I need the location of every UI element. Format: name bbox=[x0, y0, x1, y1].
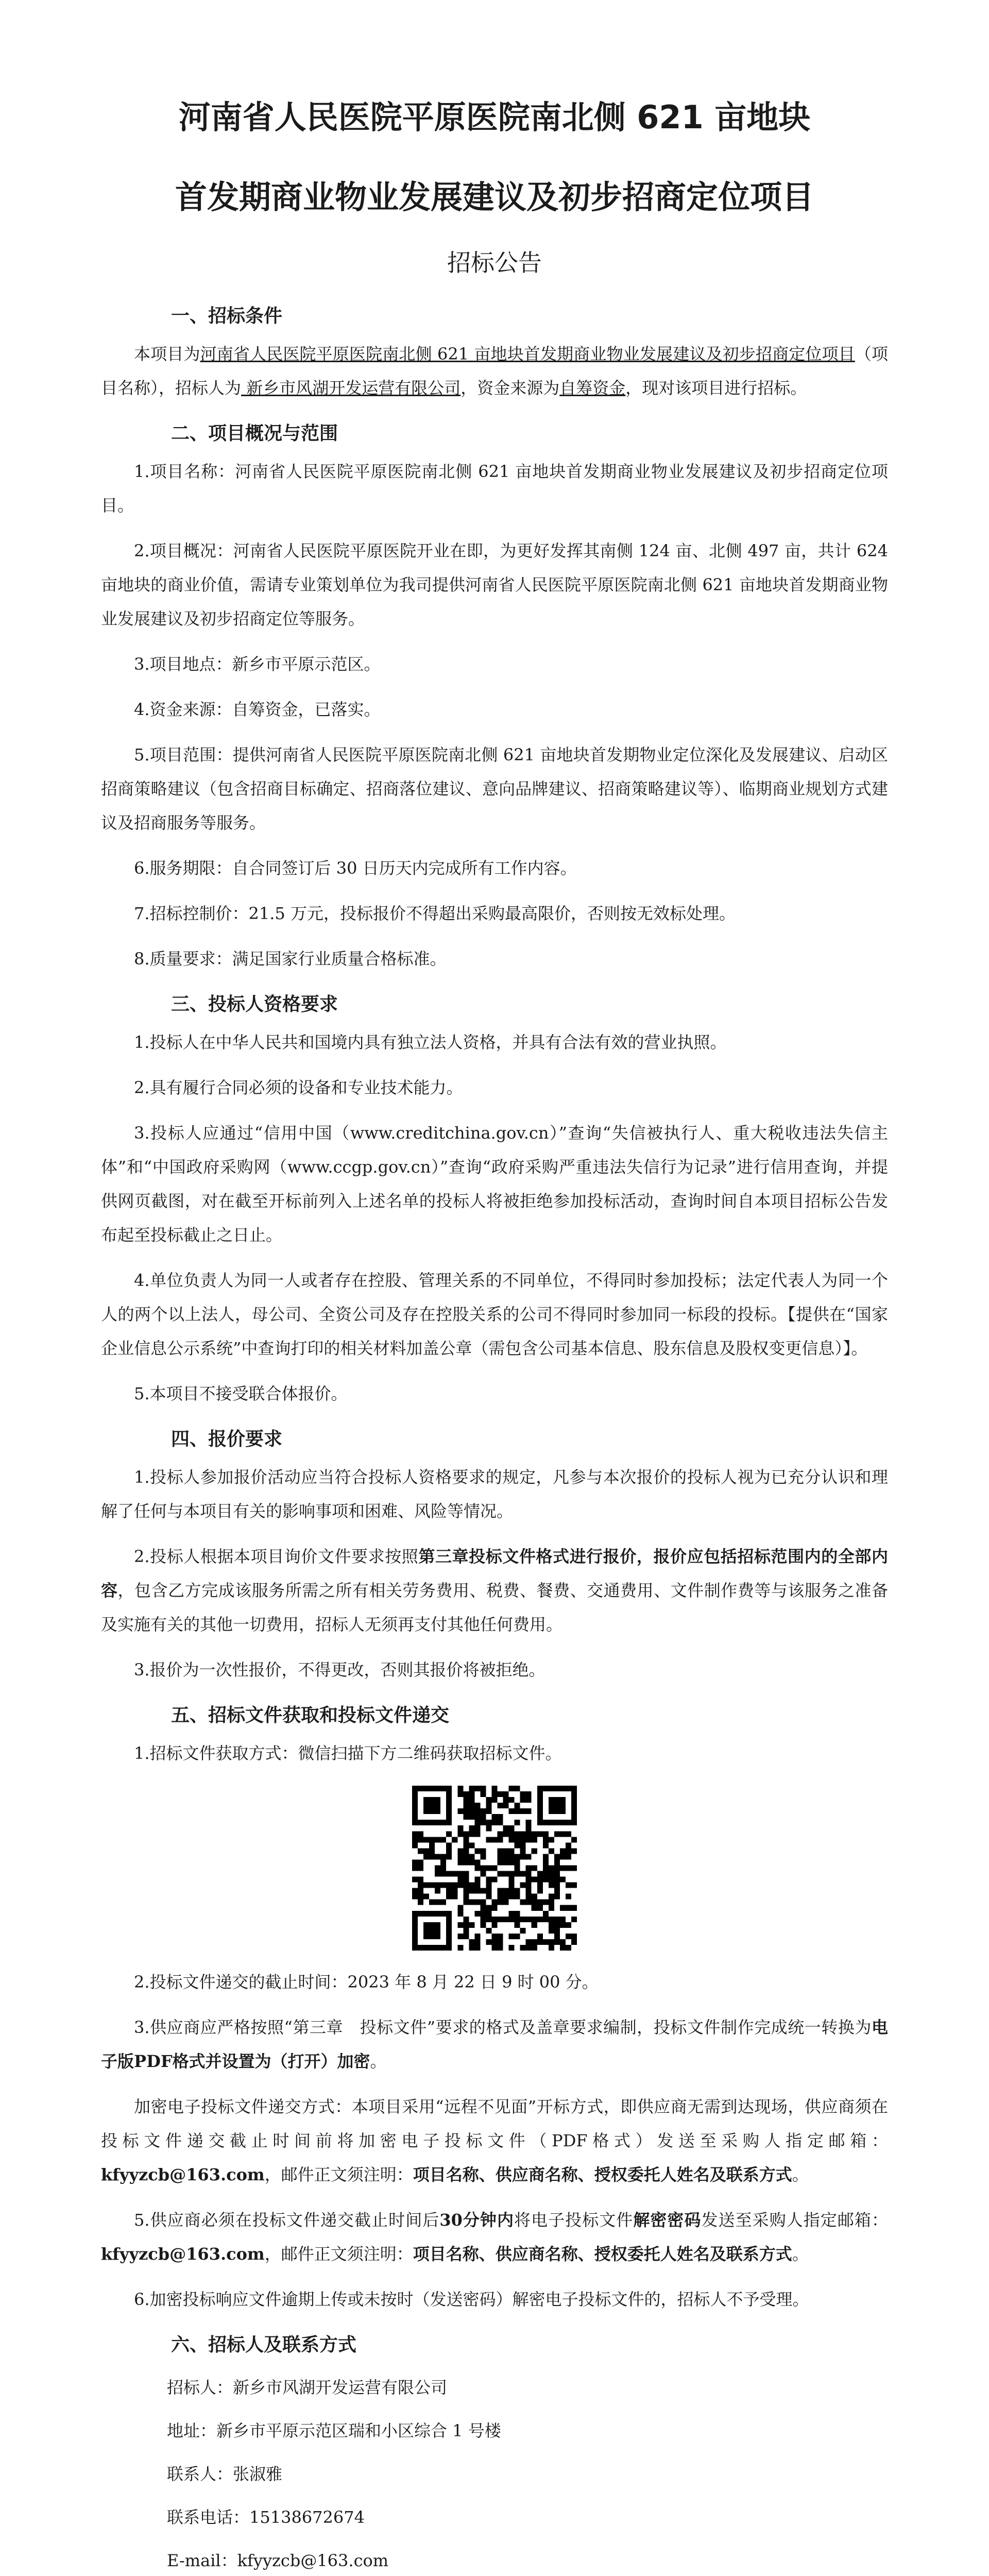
emphasis: 解密密码 bbox=[633, 2210, 702, 2230]
qualification-item-2: 2.具有履行合同必须的设备和专业技术能力。 bbox=[134, 1078, 463, 1097]
project-name: 河南省人民医院平原医院南北侧 621 亩地块首发期商业物业发展建议及初步招商定位项目 bbox=[200, 344, 855, 364]
qualification-item-1: 1.投标人在中华人民共和国境内具有独立法人资格，并具有合法有效的营业执照。 bbox=[134, 1032, 727, 1052]
text: ，现对该项目进行招标。 bbox=[625, 378, 807, 398]
text: 3.供应商应严格按照“第三章 投标文件”要求的格式及盖章要求编制，投标文件制作完成统一转换为 bbox=[134, 2018, 872, 2037]
quotation-item-2 bbox=[101, 1539, 888, 1641]
emphasis: 第三章投标文件格式进行报价，报价应包括招标范围内的全部内容 bbox=[101, 1547, 888, 1600]
email-address[interactable]: kfyyzcb@163.com bbox=[101, 2165, 265, 2184]
text: 发送至采购人指定邮箱： bbox=[701, 2210, 888, 2230]
qr-code-icon[interactable] bbox=[412, 1786, 577, 1951]
emphasis: 项目名称、供应商名称、授权委托人姓名及联系方式 bbox=[413, 2244, 792, 2264]
emphasis: 项目名称、供应商名称、授权委托人姓名及联系方式 bbox=[413, 2165, 792, 2184]
overview-item-1: 1.项目名称：河南省人民医院平原医院南北侧 621 亩地块首发期商业物业发展建议及初步招商定位项目。 bbox=[101, 462, 888, 515]
contact-person: 联系人：张淑雅 bbox=[167, 2464, 283, 2484]
section-heading-contact: 六、招标人及联系方式 bbox=[171, 2334, 357, 2355]
text: ，包含乙方完成该服务所需之所有相关劳务费用、税费、餐费、交通费用、文件制作费等与该服务之准备及实施有关的其他一切费用，招标人无须再支付其他任何费用。 bbox=[101, 1581, 888, 1634]
title-line-2: 首发期商业物业发展建议及初步招商定位项目 bbox=[175, 178, 814, 216]
contact-email[interactable]: E-mail：kfyyzcb@163.com bbox=[167, 2551, 389, 2570]
qualification-item-5: 5.本项目不接受联合体报价。 bbox=[134, 1384, 348, 1403]
text: （项目名称），招标人为 bbox=[101, 344, 888, 398]
text: ，邮件正文须注明： bbox=[264, 2165, 413, 2184]
subtitle: 招标公告 bbox=[447, 249, 542, 277]
section-heading-qualifications: 三、投标人资格要求 bbox=[171, 993, 338, 1015]
documents-item-6: 6.加密投标响应文件逾期上传或未按时（发送密码）解密电子投标文件的，招标人不予受理。 bbox=[134, 2290, 809, 2309]
text: 5.供应商必须在投标文件递交截止时间后 bbox=[134, 2210, 440, 2230]
tenderer-name: 新乡市风湖开发运营有限公司 bbox=[241, 378, 461, 398]
section-heading-quotation: 四、报价要求 bbox=[171, 1428, 283, 1450]
section-heading-overview: 二、项目概况与范围 bbox=[171, 422, 338, 444]
overview-item-8: 8.质量要求：满足国家行业质量合格标准。 bbox=[134, 949, 447, 969]
overview-item-7: 7.招标控制价：21.5 万元，投标报价不得超出采购最高限价，否则按无效标处理。 bbox=[134, 904, 736, 923]
emphasis: 电子版PDF格式并设置为（打开）加密 bbox=[101, 2018, 888, 2071]
text: ，资金来源为 bbox=[461, 378, 560, 398]
emphasis: 30分钟内 bbox=[439, 2210, 515, 2230]
overview-item-6: 6.服务期限：自合同签订后 30 日历天内完成所有工作内容。 bbox=[134, 858, 577, 878]
text: 将电子投标文件 bbox=[514, 2210, 634, 2230]
contact-phone: 联系电话：15138672674 bbox=[167, 2507, 365, 2527]
documents-item-1: 1.招标文件获取方式：微信扫描下方二维码获取招标文件。 bbox=[134, 1743, 562, 1763]
text: 。 bbox=[792, 2244, 809, 2264]
overview-item-3: 3.项目地点：新乡市平原示范区。 bbox=[134, 654, 381, 674]
qualification-item-4: 4.单位负责人为同一人或者存在控股、管理关系的不同单位，不得同时参加投标；法定代表人为同一个人的两个以上法人，母公司、全资公司及存在控股关系的公司不得同时参加同一标段的投标。【提供在“国家企业信息公示系统”中查询打印的相关材料加盖公章（需包含公司基本信息、股东信息及股权变更信息）】。 bbox=[101, 1270, 888, 1358]
documents-item-3 bbox=[101, 2010, 888, 2078]
text: 2.投标人根据本项目询价文件要求按照 bbox=[134, 1547, 419, 1566]
text: ，邮件正文须注明： bbox=[264, 2244, 413, 2264]
contact-address: 地址：新乡市平原示范区瑞和小区综合 1 号楼 bbox=[167, 2421, 501, 2441]
text: 。 bbox=[792, 2165, 809, 2184]
overview-item-4: 4.资金来源：自筹资金，已落实。 bbox=[134, 700, 381, 719]
text: 本项目为 bbox=[134, 344, 200, 364]
section-heading-documents: 五、招标文件获取和投标文件递交 bbox=[171, 1704, 450, 1726]
section-heading-conditions: 一、招标条件 bbox=[171, 305, 283, 327]
funding-source: 自筹资金 bbox=[559, 378, 626, 398]
overview-item-2: 2.项目概况：河南省人民医院平原医院开业在即，为更好发挥其南侧 124 亩、北侧 497 亩，共计 624 亩地块的商业价值，需请专业策划单位为我司提供河南省人民医院平原医院南北侧 621 亩地块首发期商业物业发展建议及初步招商定位等服务。 bbox=[101, 541, 888, 629]
qualification-item-3: 3.投标人应通过“信用中国（www.creditchina.gov.cn）”查询“失信被执行人、重大税收违法失信主体”和“中国政府采购网（www.ccgp.gov.cn）”查询“政府采购严重违法失信行为记录”进行信用查询，并提供网页截图，对在截至开标前列入上述名单的投标人将被拒绝参加投标活动，查询时间自本项目招标公告发布起至投标截止之日止。 bbox=[101, 1123, 888, 1245]
overview-item-5: 5.项目范围：提供河南省人民医院平原医院南北侧 621 亩地块首发期物业定位深化及发展建议、启动区招商策略建议（包含招商目标确定、招商落位建议、意向品牌建议、招商策略建议等）、临期商业规划方式建议及招商服务等服务。 bbox=[101, 745, 888, 833]
quotation-item-1: 1.投标人参加报价活动应当符合投标人资格要求的规定，凡参与本次报价的投标人视为已充分认识和理解了任何与本项目有关的影响事项和困难、风险等情况。 bbox=[101, 1467, 888, 1521]
documents-item-2: 2.投标文件递交的截止时间：2023 年 8 月 22 日 9 时 00 分。 bbox=[134, 1972, 599, 1992]
conditions-paragraph bbox=[101, 337, 888, 405]
documents-item-4 bbox=[101, 2090, 888, 2192]
contact-tenderer: 招标人：新乡市风湖开发运营有限公司 bbox=[167, 2378, 448, 2397]
text: 。 bbox=[370, 2052, 387, 2071]
email-address[interactable]: kfyyzcb@163.com bbox=[101, 2244, 265, 2264]
title-line-1: 河南省人民医院平原医院南北侧 621 亩地块 bbox=[178, 98, 811, 136]
documents-item-5 bbox=[101, 2203, 888, 2271]
quotation-item-3: 3.报价为一次性报价，不得更改，否则其报价将被拒绝。 bbox=[134, 1660, 545, 1680]
text: 加密电子投标文件递交方式：本项目采用“远程不见面”开标方式，即供应商无需到达现场，供应商须在投标文件递交截止时间前将加密电子投标文件（PDF格式）发送至采购人指定邮箱： bbox=[101, 2097, 888, 2150]
